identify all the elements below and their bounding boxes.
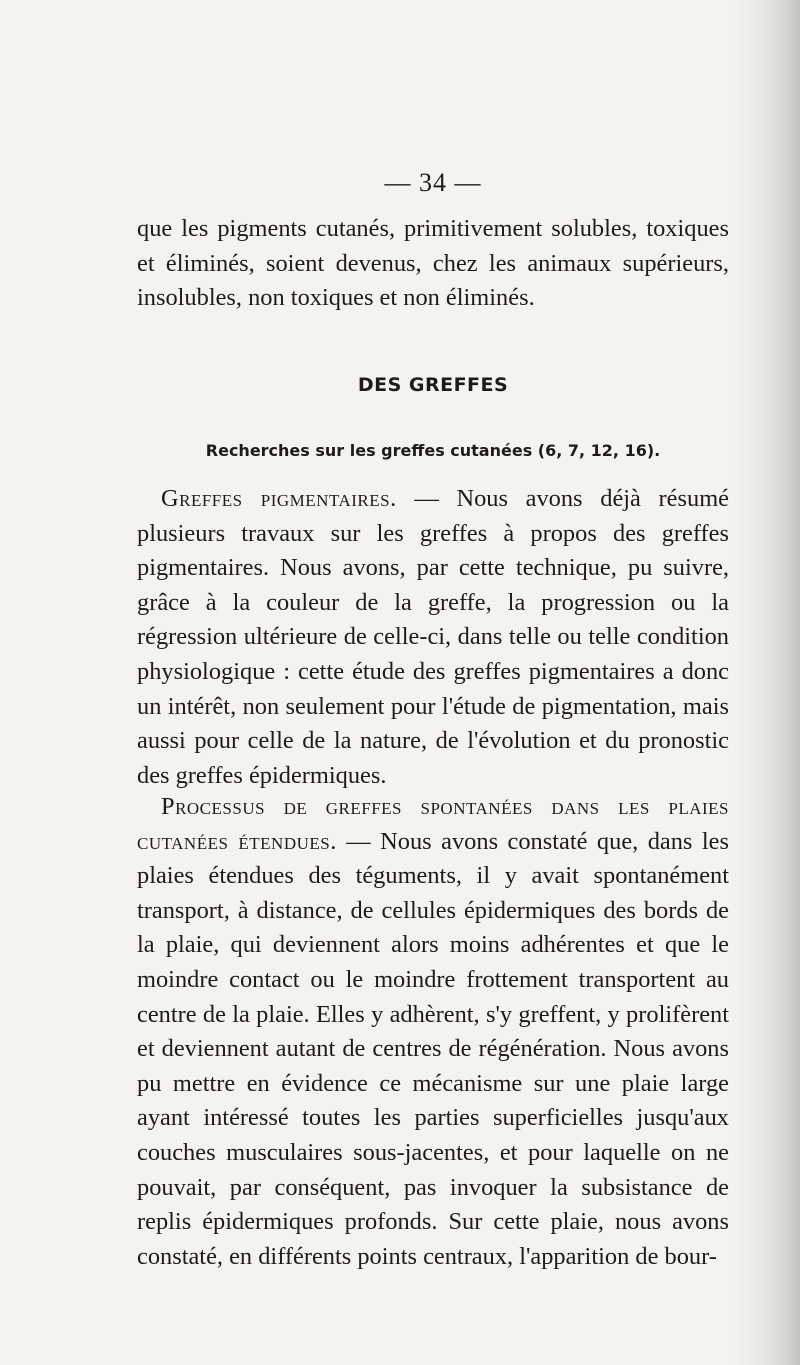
paragraph-greffes-spontanees [137, 790, 729, 1274]
paragraph-greffes-pigmentaires [137, 482, 729, 793]
run-in-title-greffes-spontanees: Processus de greffes spontanées dans les plaies cutanées étendues. [137, 793, 729, 855]
section-subheading: Recherches sur les greffes cutanées (6, 7, 12, 16). [205, 441, 661, 460]
page-number: — 34 — [384, 168, 482, 197]
paragraph-body-greffes-pigmentaires: — Nous avons déjà résumé plusieurs travaux sur les greffes à propos des greffes pigmentaires. Nous avons, par cette technique, pu suivre, grâce à la couleur de la greffe, la progression ou la régression ultérieure de celle-ci, dans telle ou telle condition physiologique : cette étude des greffes pigmentaires a donc un intérêt, non seulement pour l'étude de pigmentation, mais aussi pour celle de la nature, de l'évolution et du pronostic des greffes épidermiques. [137, 485, 729, 789]
paragraph-continuation: que les pigments cutanés, primitivement solubles, toxiques et éliminés, soient devenus, chez les animaux supérieurs, insolubles, non toxiques et non éliminés. [137, 215, 729, 312]
run-in-title-greffes-pigmentaires: Greffes pigmentaires. [161, 485, 397, 512]
section-heading: DES GREFFES [357, 374, 509, 396]
paragraph-body-greffes-spontanees: — Nous avons constaté que, dans les plaies étendues des téguments, il y avait spontanément transport, à distance, de cellules épidermiques des bords de la plaie, qui deviennent alors moins adhérentes et que le moindre contact ou le moindre frottement transportent au centre de la plaie. Elles y adhèrent, s'y greffent, y prolifèrent et deviennent autant de centres de régénération. Nous avons pu mettre en évidence ce mécanisme sur une plaie large ayant intéressé toutes les parties superficielles jusqu'aux couches musculaires sous-jacentes, et pour laquelle on ne pouvait, par conséquent, pas invoquer la subsistance de replis épidermiques profonds. Sur cette plaie, nous avons constaté, en différents points centraux, l'apparition de bour- [137, 827, 729, 1270]
page-edge-shadow [730, 0, 800, 1365]
